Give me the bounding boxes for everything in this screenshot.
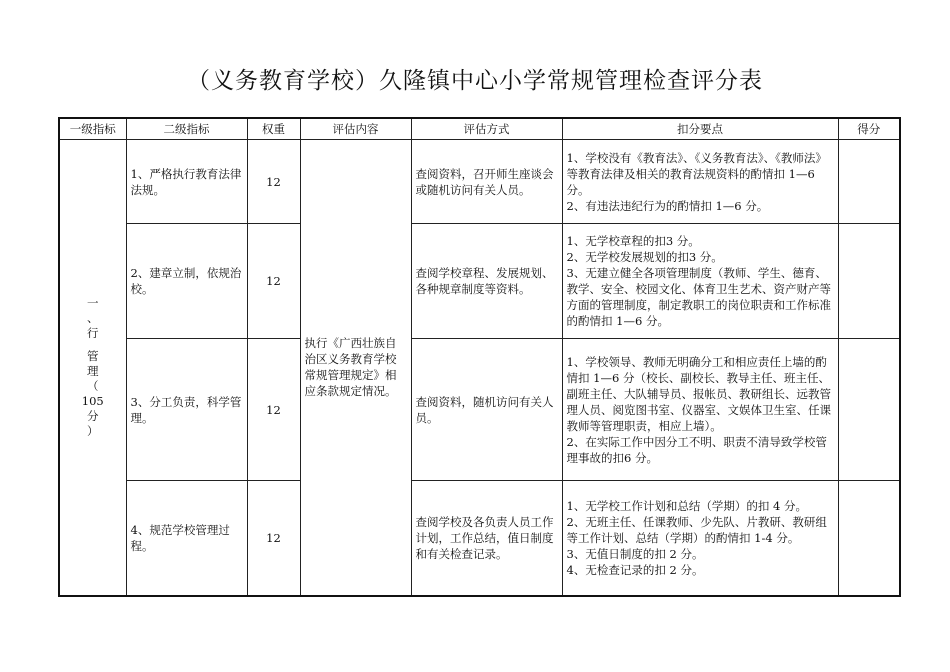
level1-char: 一 xyxy=(87,295,99,310)
level1-indicator xyxy=(59,140,126,596)
table-row xyxy=(59,140,900,224)
weight-cell: 12 xyxy=(247,140,300,224)
level1-char: 分 xyxy=(87,408,99,423)
evaluation-method: 查阅学校及各负责人员工作计划，工作总结，值日制度和有关检查记录。 xyxy=(411,481,562,596)
header-points: 扣分要点 xyxy=(562,118,838,140)
deduction-points: 1、无学校工作计划和总结（学期）的扣 4 分。 2、无班主任、任课教师、少先队、片教研、教研组等工作计划、总结（学期）的酌情扣 1-4 分。 3、无值日制度的扣 2 分。 4、无检查记录的扣 2 分。 xyxy=(562,481,838,596)
level1-char: 管 xyxy=(87,348,99,363)
score-cell xyxy=(838,481,900,596)
level1-char: 、 xyxy=(87,310,99,325)
weight-cell: 12 xyxy=(247,339,300,481)
score-cell xyxy=(838,140,900,224)
score-cell xyxy=(838,339,900,481)
level1-char: 理 xyxy=(87,363,99,378)
score-cell xyxy=(838,224,900,339)
evaluation-content xyxy=(300,140,411,596)
header-method: 评估方式 xyxy=(411,118,562,140)
weight-cell: 12 xyxy=(247,481,300,596)
header-score: 得分 xyxy=(838,118,900,140)
evaluation-method: 查阅学校章程、发展规划、各种规章制度等资料。 xyxy=(411,224,562,339)
header-content: 评估内容 xyxy=(300,118,411,140)
header-weight: 权重 xyxy=(247,118,300,140)
level2-indicator: 2、建章立制，依规治校。 xyxy=(126,224,247,339)
table-header-row xyxy=(59,118,900,140)
level1-char: ） xyxy=(87,423,99,438)
table-row xyxy=(59,339,900,481)
level2-indicator: 4、规范学校管理过程。 xyxy=(126,481,247,596)
table-row xyxy=(59,481,900,596)
header-level1: 一级指标 xyxy=(59,118,126,140)
level2-indicator: 3、分工负责，科学管理。 xyxy=(126,339,247,481)
header-level2: 二级指标 xyxy=(126,118,247,140)
deduction-points: 1、学校没有《教育法》、《义务教育法》、《教师法》等教育法律及相关的教育法规资料的酌情扣 1—6 分。 2、有违法违纪行为的酌情扣 1—6 分。 xyxy=(562,140,838,224)
level1-char: （ xyxy=(87,378,99,393)
level1-char: 105 xyxy=(81,393,104,408)
evaluation-method: 查阅资料，随机访问有关人员。 xyxy=(411,339,562,481)
page-title: （义务教育学校）久隆镇中心小学常规管理检查评分表 xyxy=(187,68,763,94)
deduction-points: 1、无学校章程的扣3 分。 2、无学校发展规划的扣3 分。 3、无建立健全各项管理制度（教师、学生、德育、教学、安全、校园文化、体育卫生艺术、资产财产等方面的管理制度，制定教职工的岗位职责和工作标准的酌情扣 1—6 分。 xyxy=(562,224,838,339)
level1-char xyxy=(64,341,122,349)
evaluation-method: 查阅资料，召开师生座谈会或随机访问有关人员。 xyxy=(411,140,562,224)
evaluation-content-text: 执行《广西壮族自治区义务教育学校常规管理规定》相应条款规定情况。 xyxy=(304,336,397,399)
deduction-points: 1、学校领导、教师无明确分工和相应责任上墙的酌情扣 1—6 分（校长、副校长、教导主任、班主任、副班主任、大队辅导员、报帐员、教研组长、远教管理人员、阅览图书室、仪器室、文娱体卫生室、任课教师等管理职责，相应上墙）。 2、在实际工作中因分工不明、职责不清导致学校管理事故的扣6 分。 xyxy=(562,339,838,481)
level2-indicator: 1、严格执行教育法律法规。 xyxy=(126,140,247,224)
scoring-table xyxy=(58,117,901,597)
table-row xyxy=(59,224,900,339)
weight-cell: 12 xyxy=(247,224,300,339)
level1-char: 行 xyxy=(87,325,99,340)
